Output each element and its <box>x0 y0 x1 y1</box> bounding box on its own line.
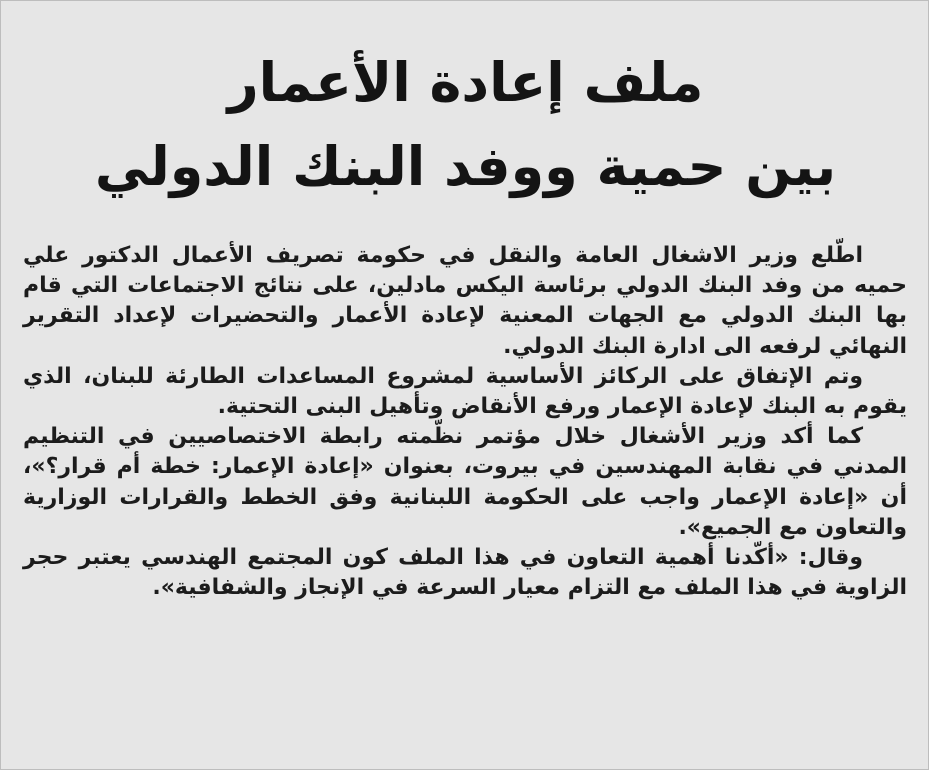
article-paragraph-4: وقال: «أكّدنا أهمية التعاون في هذا الملف كون المجتمع الهندسي يعتبر حجر الزاوية في هذا الملف مع التزام معيار السرعة في الإنجاز والشفافية». <box>23 545 907 601</box>
headline-line-1: ملف إعادة الأعمار <box>227 51 704 114</box>
article-paragraph-3: كما أكد وزير الأشغال خلال مؤتمر نظّمته رابطة الاختصاصيين في التنظيم المدني في نقابة المهندسين في بيروت، بعنوان «إعادة الإعمار: خطة أم قرار؟»، أن «إعادة الإعمار واجب على الحكومة اللبنانية وفق الخطط والقرارات الوزارية والتعاون مع الجميع». <box>23 424 907 540</box>
headline <box>1 41 929 209</box>
headline-line-2: بين حمية ووفد البنك الدولي <box>94 135 837 198</box>
article-paragraph-1: اطّلع وزير الاشغال العامة والنقل في حكومة تصريف الأعمال الدكتور علي حميه من وفد البنك الدولي برئاسة اليكس مادلين، على نتائج الاجتماعات التي قام بها البنك الدولي مع الجهات المعنية لإعادة الأعمار والتحضيرات لإعداد التقرير النهائي لرفعه الى ادارة البنك الدولي. <box>23 243 907 359</box>
article-paragraph-2: وتم الإتفاق على الركائز الأساسية لمشروع المساعدات الطارئة للبنان، الذي يقوم به البنك لإعادة الإعمار ورفع الأنقاض وتأهيل البنى التحتية. <box>23 363 907 420</box>
article-body <box>23 241 907 603</box>
